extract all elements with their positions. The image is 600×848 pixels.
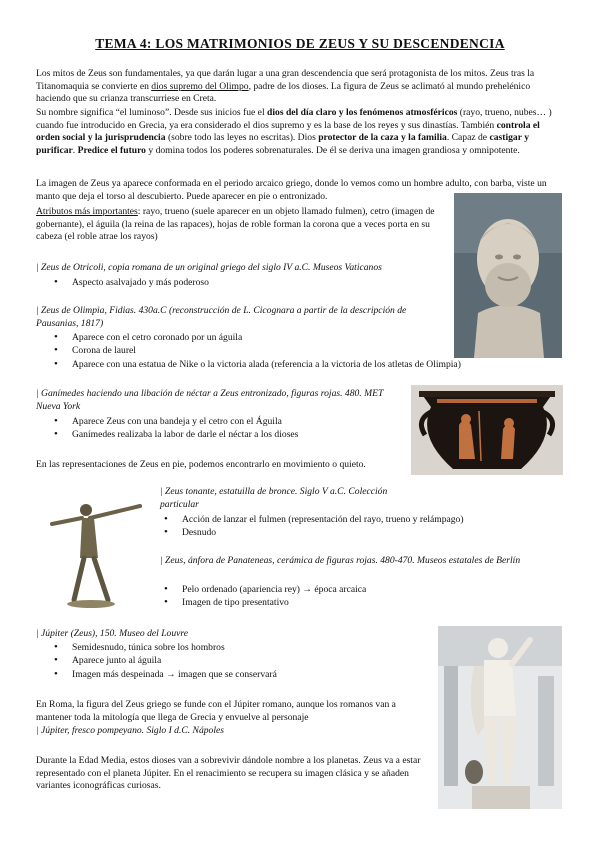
list-item: • Desnudo (160, 526, 560, 539)
caption-anfora-panateneas: | Zeus, ánfora de Panateneas, cerámica de figuras rojas. 480-470. Museos estatales de Berlín (160, 555, 521, 566)
list-item: • Imagen de tipo presentativo (160, 596, 560, 609)
caption-zeus-olimpia: | Zeus de Olimpia, Fidias. 430a.C (reconstrucción de L. Cicognara a partir de la descripción de Pausanias, 1817) (36, 305, 407, 329)
list-zeus-tonante (160, 513, 560, 540)
list-zeus-olimpia (50, 331, 570, 371)
list-item: • Acción de lanzar el fulmen (representación del rayo, trueno y relámpago) (160, 513, 560, 526)
rome-paragraph: En Roma, la figura del Zeus griego se funde con el Júpiter romano, aunque los romanos van a mantener toda la mitología que llega de Grecia y envuelve al personaje (36, 699, 396, 723)
list-zeus-otricoli (50, 276, 450, 289)
list-ganimedes (50, 415, 410, 442)
list-jupiter-louvre (50, 641, 410, 681)
list-anfora-panateneas (160, 583, 560, 610)
intro-paragraph-2: Su nombre significa “el luminoso”. Desde sus inicios fue el dios del día claro y los fenómenos atmosféricos (rayo, trueno, nubes… ) cuando fue introducido en Grecia, ya era considerado el dios supremo y es la base de los reyes y sus dinastías. También controla el orden social y la jurisprudencia (sobre todo las leyes no escritas). Dios protector de la caza y la familia. Capaz de castigar y purificar. Predice el futuro y domina todos los poderes sobrenaturales. De él se deriva una imagen grandiosa y omnipotente. (36, 107, 552, 156)
list-item: • Aparece junto al águila (50, 654, 410, 667)
intro-paragraph-3: La imagen de Zeus ya aparece conformada en el periodo arcaico griego, donde lo vemos como un hombre adulto, con barba, viste un manto que deja el torso al descubierto. Puede aparecer en pie o entronizado. (36, 178, 547, 202)
caption-jupiter-louvre: | Júpiter (Zeus), 150. Museo del Louvre (36, 628, 189, 639)
link-dios-supremo: dios supremo del Olimpo (151, 80, 249, 92)
ganimedes-red-figure-vase-image (411, 385, 563, 475)
caption-jupiter-fresco: | Júpiter, fresco pompeyano. Siglo I d.C. Nápoles (36, 725, 225, 736)
standing-paragraph: En las representaciones de Zeus en pie, podemos encontrarlo en movimiento o quieto. (36, 459, 366, 470)
list-item: • Aparece con una estatua de Nike o la victoria alada (referencia a la victoria de los atletas de Olimpia) (50, 358, 570, 371)
list-item: • Aparece Zeus con una bandeja y el cetro con el Águila (50, 415, 410, 428)
list-item: • Aparece con el cetro coronado por un águila (50, 331, 570, 344)
caption-zeus-tonante: | Zeus tonante, estatuilla de bronce. Siglo V a.C. Colección particular (160, 486, 388, 510)
caption-ganimedes: | Ganímedes haciendo una libación de néctar a Zeus entronizado, figuras rojas. 480. MET Nueva York (36, 388, 384, 412)
list-item: • Ganímedes realizaba la labor de darle el néctar a los dioses (50, 428, 410, 441)
jupiter-louvre-statue-image (438, 626, 562, 809)
intro-paragraph-1: Los mitos de Zeus son fundamentales, ya que darán lugar a una gran descendencia que será protagonista de los mitos. Zeus tras la Titanomaquia se convierte en dios supremo del Olimpo, padre de los dioses. La figura de Zeus se aclimató al mundo prehelénico haciendo que su crianza transcurriese en Creta. (36, 68, 535, 105)
page-title: TEMA 4: LOS MATRIMONIOS DE ZEUS Y SU DESCENDENCIA (95, 36, 505, 51)
atributos-label: Atributos más importantes (36, 206, 138, 217)
caption-zeus-otricoli: | Zeus de Otricoli, copia romana de un original griego del siglo IV a.C. Museos Vaticanos (36, 262, 382, 273)
list-item: • Corona de laurel (50, 344, 570, 357)
list-item: • Semidesnudo, túnica sobre los hombros (50, 641, 410, 654)
list-item: • Imagen más despeinada → imagen que se conservará (50, 668, 410, 681)
intro-paragraph-4: Atributos más importantes: rayo, trueno (suele aparecer en un objeto llamado fulmen), cetro (imagen de gobernante), el águila (la reina de las rapaces), hojas de roble forman la corona que a veces porta en su cabeza (el roble atrae los rayos) (36, 206, 435, 243)
list-item: • Aspecto asalvajado y más poderoso (50, 276, 450, 289)
zeus-tonante-bronze-image (36, 488, 152, 616)
medieval-paragraph: Durante la Edad Media, estos dioses van a sobrevivir dándole nombre a los planetas. Zeus va a estar representado con el planeta Júpiter. En el renacimiento se recupera su imagen clásica y se añaden variantes iconográficas curiosas. (36, 755, 421, 792)
list-item: • Pelo ordenado (apariencia rey) → época arcaica (160, 583, 560, 596)
